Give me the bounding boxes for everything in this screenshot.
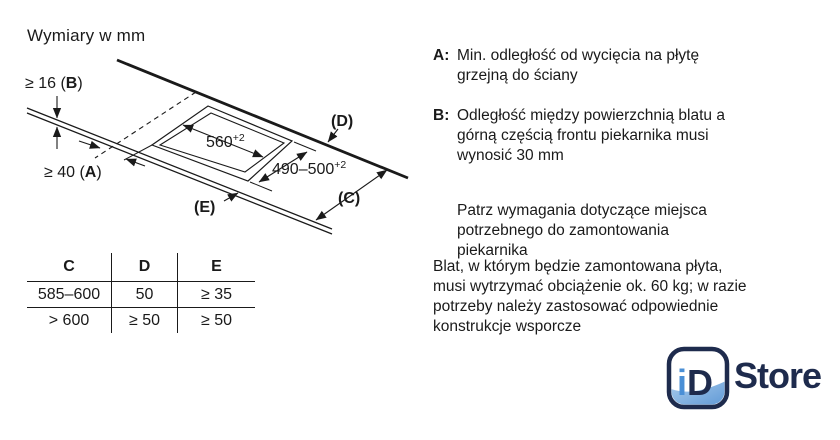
table-cell: 50 bbox=[112, 282, 178, 308]
table-row bbox=[27, 308, 255, 334]
logo-id-text: iD bbox=[677, 362, 714, 403]
installation-diagram bbox=[0, 0, 420, 250]
label-d: (D) bbox=[331, 113, 354, 130]
note-oven-space-line: potrzebnego do zamontowania bbox=[457, 222, 669, 239]
label-a-min40: ≥ 40 (A) bbox=[44, 164, 102, 181]
note-oven-space bbox=[457, 201, 707, 261]
depth-extension-line-top bbox=[294, 142, 316, 151]
table-cell: 585–600 bbox=[27, 282, 112, 308]
label-d-pointer-arrow bbox=[328, 129, 338, 142]
note-a-line: grzejną do ściany bbox=[457, 67, 578, 84]
note-worktop-load-line: musi wytrzymać obciążenie ok. 60 kg; w razie bbox=[433, 278, 747, 295]
note-a-line: Min. odległość od wycięcia na płytę bbox=[457, 47, 700, 64]
idstore-logo-wordmark: Store bbox=[734, 355, 822, 396]
label-e: (E) bbox=[194, 199, 216, 216]
note-a bbox=[433, 46, 699, 86]
label-b-min16: ≥ 16 (B) bbox=[25, 75, 83, 92]
note-worktop-load-line: Blat, w którym będzie zamontowana płyta, bbox=[433, 258, 723, 275]
note-worktop-load-line: potrzeby należy zastosować odpowiednie bbox=[433, 298, 719, 315]
wall-distance-a-arrow-right bbox=[126, 159, 145, 166]
table-cell: ≥ 35 bbox=[178, 282, 256, 308]
note-b-line: górną częścią frontu piekarnika musi bbox=[457, 127, 709, 144]
note-b bbox=[433, 106, 725, 166]
table-row bbox=[27, 282, 255, 308]
label-width-560: $560^{+2}$ bbox=[206, 132, 245, 151]
label-c: (C) bbox=[338, 190, 361, 207]
note-oven-space-line: piekarnika bbox=[457, 242, 528, 259]
wall-distance-a-arrow-left bbox=[79, 141, 100, 148]
column-header-c: C bbox=[27, 253, 112, 282]
worktop-back-edge-line bbox=[117, 60, 408, 178]
table-header-row bbox=[27, 253, 255, 282]
note-b-label: B: bbox=[433, 107, 450, 124]
note-worktop-load bbox=[433, 257, 747, 337]
note-a-label: A: bbox=[433, 47, 450, 64]
note-worktop-load-line: konstrukcje wsporcze bbox=[433, 318, 582, 335]
label-depth-490-500: $490-500^{+2}$ bbox=[272, 159, 347, 178]
table-cell: > 600 bbox=[27, 308, 112, 334]
column-header-d: D bbox=[112, 253, 178, 282]
column-header-e: E bbox=[178, 253, 256, 282]
note-b-line: Odległość między powierzchnią blatu a bbox=[457, 107, 725, 124]
note-b-line: wynosić 30 mm bbox=[457, 147, 564, 164]
table-cell: ≥ 50 bbox=[200, 311, 233, 329]
page-title: Wymiary w mm bbox=[27, 26, 146, 45]
dimension-table bbox=[27, 253, 255, 333]
note-oven-space-line: Patrz wymagania dotyczące miejsca bbox=[457, 202, 707, 219]
idstore-logo-icon bbox=[666, 346, 730, 410]
table-cell: ≥ 50 bbox=[112, 308, 178, 334]
depth-extension-line-bottom bbox=[250, 182, 272, 191]
